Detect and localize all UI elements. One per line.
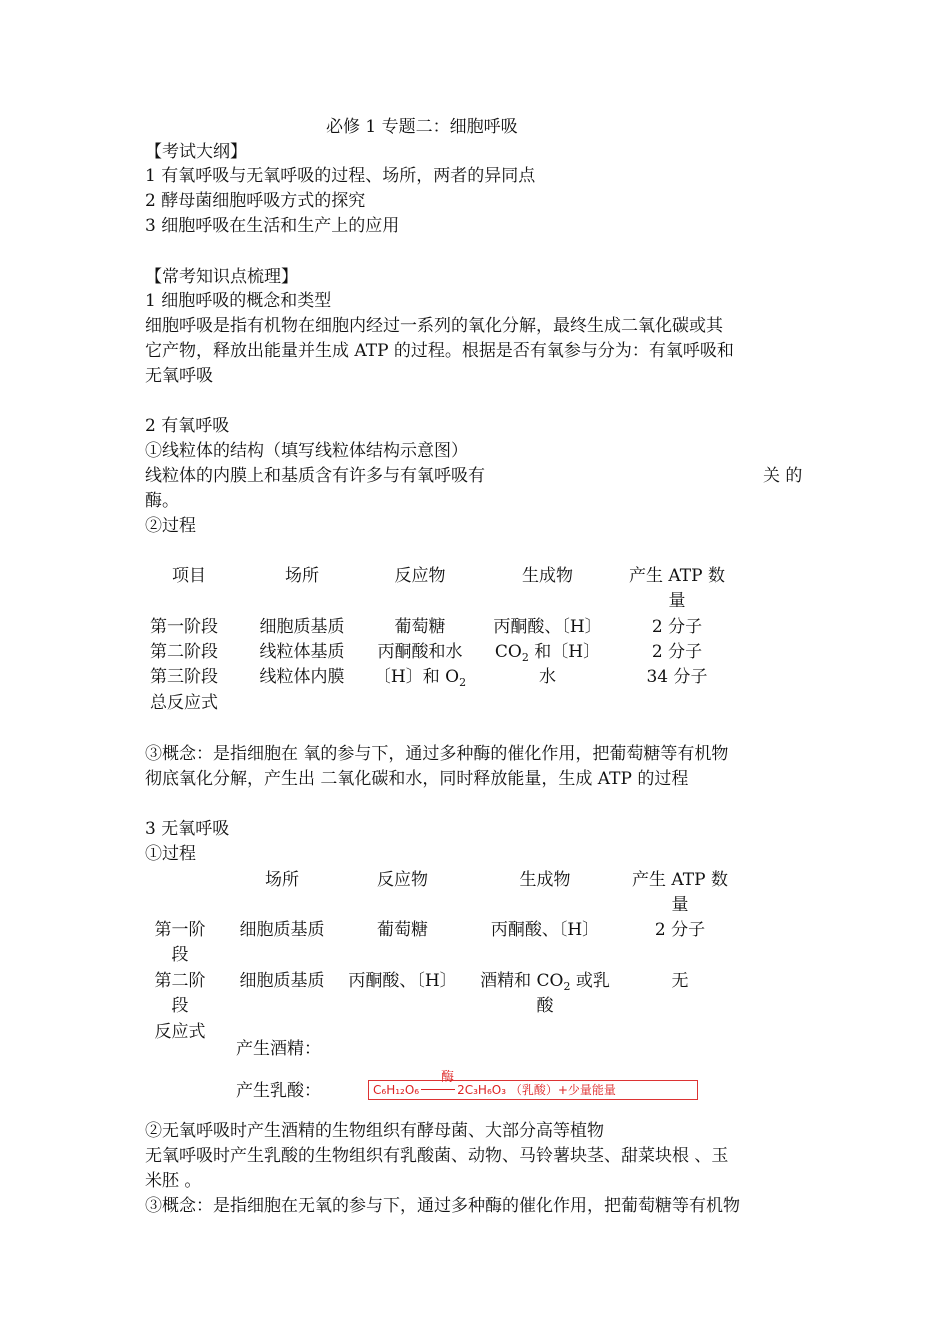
equation-product: 2C₃H₆O₃ （乳酸）+少量能量 — [457, 1083, 616, 1097]
table-row-place: 细胞质基质 — [239, 920, 325, 940]
mitochondria-text-end: 关 的 — [763, 466, 803, 486]
header-place: 场所 — [265, 870, 299, 890]
table-row-reactant: 丙酮酸和水 — [377, 642, 463, 662]
total-equation-label: 总反应式 — [150, 693, 218, 713]
table-row-atp: 2 分子 — [654, 920, 706, 940]
outline-heading: 【考试大纲】 — [145, 142, 247, 162]
header-atp: 产生 ATP 数 — [632, 870, 728, 890]
knowledge-heading: 【常考知识点梳理】 — [145, 267, 298, 287]
header-product: 生成物 — [519, 870, 571, 890]
section1-paragraph-line1: 细胞呼吸是指有机物在细胞内经过一系列的氧化分解，最终生成二氧化碳或其 — [145, 316, 723, 336]
table-row-product: $CO_2$ 和〔H〕 — [494, 642, 601, 664]
organisms-line2: 无氧呼吸时产生乳酸的生物组织有乳酸菌、动物、马铃薯块茎、甜菜块根 、玉 — [145, 1146, 729, 1166]
table-row-place: 线粒体内膜 — [259, 667, 345, 687]
section1-paragraph-line2: 它产物，释放出能量并生成 ATP 的过程。根据是否有氧参与分为：有氧呼吸和 — [145, 341, 734, 361]
organisms-line3: 米胚 。 — [145, 1171, 202, 1191]
equation-reactant: C₆H₁₂O₆ — [373, 1083, 420, 1097]
outline-item-2: 2 酵母菌细胞呼吸方式的探究 — [145, 191, 366, 211]
table-row-place: 细胞质基质 — [239, 971, 325, 991]
lactic-equation-image — [368, 1070, 698, 1100]
alcohol-label: 产生酒精： — [236, 1039, 321, 1059]
anaerobic-process-title: ①过程 — [145, 844, 196, 864]
header-reactant: 反应物 — [377, 870, 428, 890]
equation-label: 反应式 — [154, 1022, 206, 1042]
table-row-product: 酒精和 $CO_2$ 或乳 — [480, 971, 610, 993]
table-row-stage: 第二阶 — [154, 971, 206, 991]
anaerobic-concept-line1: ③概念：是指细胞在无氧的参与下，通过多种酶的催化作用，把葡萄糖等有机物 — [145, 1196, 740, 1216]
header-item: 项目 — [172, 566, 206, 586]
table-row-reactant: 丙酮酸、〔H〕 — [348, 971, 457, 991]
lactic-label: 产生乳酸： — [236, 1081, 321, 1101]
outline-item-3: 3 细胞呼吸在生活和生产上的应用 — [145, 216, 400, 236]
mitochondria-title: ①线粒体的结构（填写线粒体结构示意图） — [145, 441, 468, 461]
table-row-stage: 第一阶 — [154, 920, 206, 940]
header-reactant: 反应物 — [394, 566, 446, 586]
table-row-stage-line2: 段 — [171, 996, 189, 1016]
table-row-atp: 2 分子 — [651, 642, 703, 662]
header-place: 场所 — [285, 566, 319, 586]
table-row-stage: 第三阶段 — [150, 667, 218, 687]
table-row-product-line2: 酸 — [536, 996, 554, 1016]
table-row-stage: 第二阶段 — [150, 642, 218, 662]
table-row-stage-line2: 段 — [171, 945, 189, 965]
arrow-icon — [421, 1089, 455, 1090]
table-row-stage: 第一阶段 — [150, 617, 218, 637]
section1-paragraph-line3: 无氧呼吸 — [145, 366, 213, 386]
section1-title: 1 细胞呼吸的概念和类型 — [145, 291, 332, 311]
table-row-product: 丙酮酸、〔H〕 — [493, 617, 602, 637]
anaerobic-title: 3 无氧呼吸 — [145, 819, 230, 839]
table-row-product: 水 — [539, 667, 556, 687]
organisms-line1: ②无氧呼吸时产生酒精的生物组织有酵母菌、大部分高等植物 — [145, 1121, 604, 1141]
table-row-place: 细胞质基质 — [259, 617, 345, 637]
header-atp: 产生 ATP 数 — [629, 566, 725, 586]
table-row-atp: 无 — [671, 971, 689, 991]
aerobic-concept-line1: ③概念：是指细胞在 氧的参与下，通过多种酶的催化作用，把葡萄糖等有机物 — [145, 744, 729, 764]
table-row-reactant: 葡萄糖 — [377, 920, 428, 940]
mitochondria-text-line2: 酶。 — [145, 491, 179, 511]
table-row-atp: 34 分子 — [646, 667, 708, 687]
aerobic-concept-line2: 彻底氧化分解，产生出 二氧化碳和水，同时释放能量，生成 ATP 的过程 — [145, 769, 689, 789]
header-atp-line2: 量 — [668, 591, 686, 611]
aerobic-title: 2 有氧呼吸 — [145, 416, 230, 436]
outline-item-1: 1 有氧呼吸与无氧呼吸的过程、场所，两者的异同点 — [145, 166, 536, 186]
table-row-reactant: 葡萄糖 — [394, 617, 446, 637]
table-row-reactant: 〔H〕和 $O_2$ — [373, 667, 467, 689]
table-row-place: 线粒体基质 — [259, 642, 345, 662]
table-row-product: 丙酮酸、〔H〕 — [490, 920, 600, 940]
aerobic-process-title: ②过程 — [145, 516, 196, 536]
mitochondria-text: 线粒体的内膜上和基质含有许多与有氧呼吸有 — [145, 466, 485, 486]
table-row-atp: 2 分子 — [651, 617, 703, 637]
header-atp-line2: 量 — [671, 895, 689, 915]
page-title: 必修 1 专题二：细胞呼吸 — [326, 117, 518, 137]
header-product: 生成物 — [522, 566, 573, 586]
equation-enzyme: 酶 — [441, 1070, 455, 1085]
